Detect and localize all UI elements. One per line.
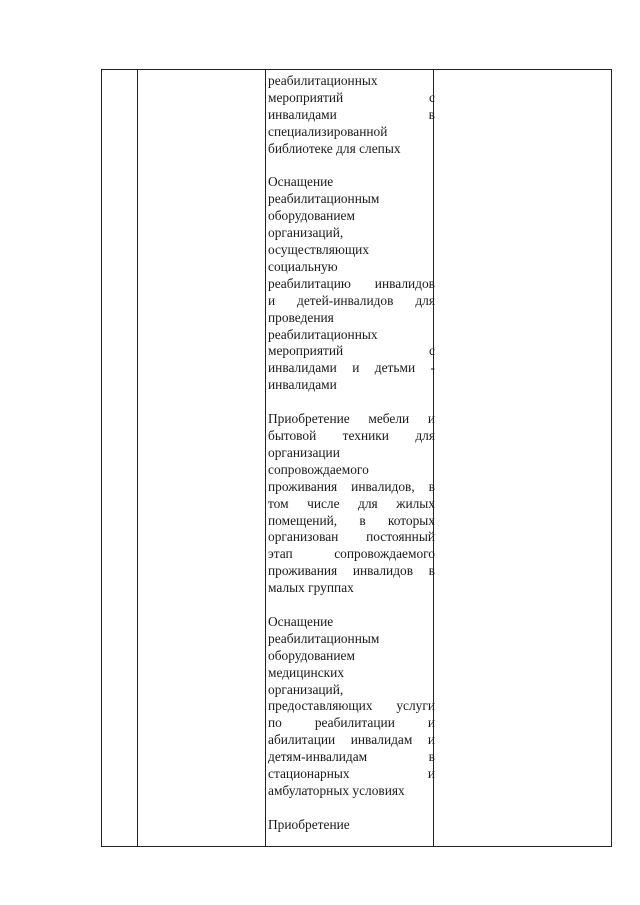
text-line: реабилитационным [268, 191, 380, 207]
column-divider-2 [265, 70, 266, 846]
text-line: организаций, [268, 681, 344, 697]
text-line: этап сопровождаемого [268, 546, 435, 562]
text-line: организаций, [268, 225, 344, 241]
measure-paragraph [268, 73, 435, 158]
text-line: инвалидами и детьми - [268, 360, 435, 376]
text-line: реабилитационным [268, 630, 380, 646]
text-line: предоставляющих услуги [268, 698, 435, 714]
text-line: реабилитационных [268, 73, 378, 88]
table-continuation [101, 69, 612, 847]
text-line: стационарных и [268, 766, 435, 782]
text-line: оборудованием [268, 647, 355, 663]
text-line: Приобретение [268, 816, 350, 832]
text-line: том числе для жилых [268, 495, 435, 511]
text-line: Оснащение [268, 613, 334, 629]
text-line: Приобретение мебели и [268, 411, 435, 427]
text-line: инвалидами [268, 377, 337, 393]
text-line: библиотеке для слепых [268, 140, 401, 156]
measure-paragraph [268, 614, 435, 800]
text-line: Оснащение [268, 174, 334, 190]
text-line: бытовой техники для [268, 428, 435, 443]
text-line: проживания инвалидов, в [268, 478, 435, 494]
measures-column-text [268, 73, 435, 834]
text-line: проживания инвалидов в [268, 563, 435, 579]
text-line: оборудованием [268, 208, 355, 224]
text-line: специализированной [268, 123, 388, 139]
text-line: мероприятий с [268, 343, 435, 359]
text-line: организации [268, 444, 340, 460]
text-line: амбулаторных условиях [268, 783, 405, 799]
text-line: помещений, в которых [268, 512, 435, 528]
text-line: организован постоянный [268, 529, 435, 545]
measure-paragraph [268, 174, 435, 394]
measure-paragraph [268, 817, 435, 834]
text-line: по реабилитации и [268, 715, 435, 731]
text-line: инвалидами в [268, 106, 435, 122]
text-line: мероприятий с [268, 89, 435, 105]
text-line: реабилитацию инвалидов [268, 275, 435, 291]
text-line: и детей-инвалидов для [268, 292, 435, 308]
text-line: абилитации инвалидам и [268, 732, 435, 748]
measure-paragraph [268, 411, 435, 597]
text-line: сопровождаемого [268, 461, 369, 477]
text-line: детям-инвалидам в [268, 749, 435, 765]
text-line: проведения [268, 309, 334, 325]
text-line: социальную [268, 258, 338, 274]
text-line: малых группах [268, 580, 354, 596]
text-line: реабилитационных [268, 326, 378, 342]
text-line: осуществляющих [268, 242, 370, 258]
column-divider-1 [137, 70, 138, 846]
text-line: медицинских [268, 664, 345, 680]
